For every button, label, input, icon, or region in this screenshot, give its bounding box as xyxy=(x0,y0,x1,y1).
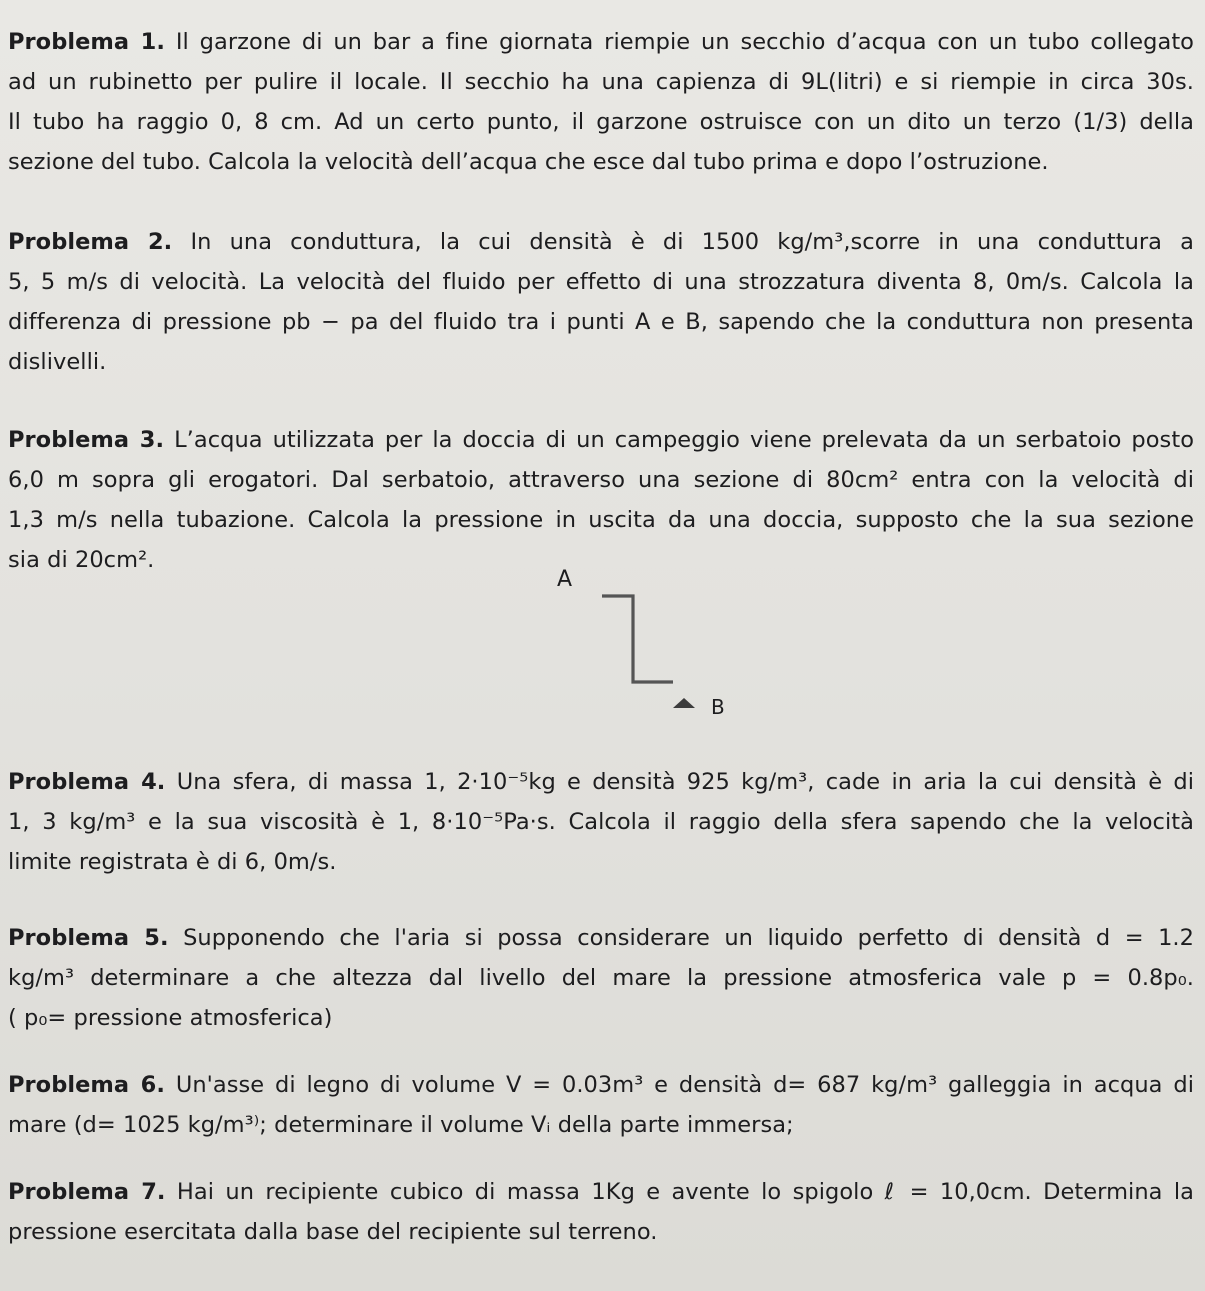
problem-1-line-1 xyxy=(8,22,1194,62)
problem-3-title: Problema 3. xyxy=(8,427,165,453)
problem-2 xyxy=(8,222,1194,382)
problem-4-line-1 xyxy=(8,762,1194,802)
problem-1-line-2: ad un rubinetto per pulire il locale. Il secchio ha una capienza di 9L(litri) e si riempie in circa 30s. xyxy=(8,69,1194,95)
problem-3-line-3: 1,3 m/s nella tubazione. Calcola la pressione in uscita da una doccia, supposto che la sua sezione xyxy=(8,507,1194,533)
problem-1 xyxy=(8,22,1194,182)
problem-1-title: Problema 1. xyxy=(8,29,165,55)
problem-4-title: Problema 4. xyxy=(8,769,166,795)
problem-7-line-1 xyxy=(8,1172,1194,1212)
problem-2-title: Problema 2. xyxy=(8,229,173,255)
problem-5-text-1: Supponendo che l'aria si possa considerare un liquido perfetto di densità d = 1.2 xyxy=(183,925,1194,951)
problem-2-line-1 xyxy=(8,222,1194,262)
problem-6-text-1: Un'asse di legno di volume V = 0.03m³ e densità d= 687 kg/m³ galleggia in acqua di xyxy=(175,1072,1194,1098)
problem-6-line-1 xyxy=(8,1065,1194,1105)
problem-1-line-3: Il tubo ha raggio 0, 8 cm. Ad un certo punto, il garzone ostruisce con un dito un terzo (1/3) della xyxy=(8,109,1194,135)
problem-4-line-2: 1, 3 kg/m³ e la sua viscosità è 1, 8·10⁻⁵Pa·s. Calcola il raggio della sfera sapendo che la velocità xyxy=(8,809,1194,835)
problem-4-text-1: Una sfera, di massa 1, 2·10⁻⁵kg e densità 925 kg/m³, cade in aria la cui densità è di xyxy=(176,769,1194,795)
problem-3-text-1: L’acqua utilizzata per la doccia di un campeggio viene prelevata da un serbatoio posto xyxy=(174,427,1195,453)
problem-7-text-1: Hai un recipiente cubico di massa 1Kg e avente lo spigolo ℓ = 10,0cm. Determina la xyxy=(176,1179,1195,1205)
problem-5-line-2: kg/m³ determinare a che altezza dal livello del mare la pressione atmosferica vale p = 0.8p₀. xyxy=(8,965,1194,991)
triangle-marker-icon xyxy=(673,698,695,708)
problem-1-text-1: Il garzone di un bar a fine giornata riempie un secchio d’acqua con un tubo collegato xyxy=(175,29,1195,55)
problem-3-line-1 xyxy=(8,420,1194,460)
pipe-diagram xyxy=(545,565,745,725)
problem-5-line-3: ( p₀= pressione atmosferica) xyxy=(8,1005,333,1031)
problem-7-title: Problema 7. xyxy=(8,1179,166,1205)
problem-4 xyxy=(8,762,1194,882)
problem-5-title: Problema 5. xyxy=(8,925,169,951)
problem-2-line-4: dislivelli. xyxy=(8,349,107,375)
problem-6-title: Problema 6. xyxy=(8,1072,165,1098)
problem-2-line-2: 5, 5 m/s di velocità. La velocità del fluido per effetto di una strozzatura diventa 8, 0m/s. Calcola la xyxy=(8,269,1194,295)
problem-3-line-2: 6,0 m sopra gli erogatori. Dal serbatoio, attraverso una sezione di 80cm² entra con la velocità di xyxy=(8,467,1194,493)
problem-5-line-1 xyxy=(8,918,1194,958)
problem-6 xyxy=(8,1065,1194,1145)
problem-5 xyxy=(8,918,1194,1038)
point-b-label: B xyxy=(711,695,725,719)
point-a-label: A xyxy=(557,567,573,592)
problem-3-line-4: sia di 20cm². xyxy=(8,547,155,573)
problem-1-line-4: sezione del tubo. Calcola la velocità dell’acqua che esce dal tubo prima e dopo l’ostruzione. xyxy=(8,149,1049,175)
problem-6-line-2: mare (d= 1025 kg/m³⁾; determinare il volume Vᵢ della parte immersa; xyxy=(8,1112,794,1138)
problem-2-text-1: In una conduttura, la cui densità è di 1500 kg/m³,scorre in una conduttura a xyxy=(190,229,1195,255)
problem-7-line-2: pressione esercitata dalla base del recipiente sul terreno. xyxy=(8,1219,658,1245)
problem-3 xyxy=(8,420,1194,580)
problem-4-line-3: limite registrata è di 6, 0m/s. xyxy=(8,849,337,875)
problem-2-line-3: differenza di pressione pb − pa del fluido tra i punti A e B, sapendo che la conduttura non presenta xyxy=(8,309,1194,335)
problem-7 xyxy=(8,1172,1194,1252)
